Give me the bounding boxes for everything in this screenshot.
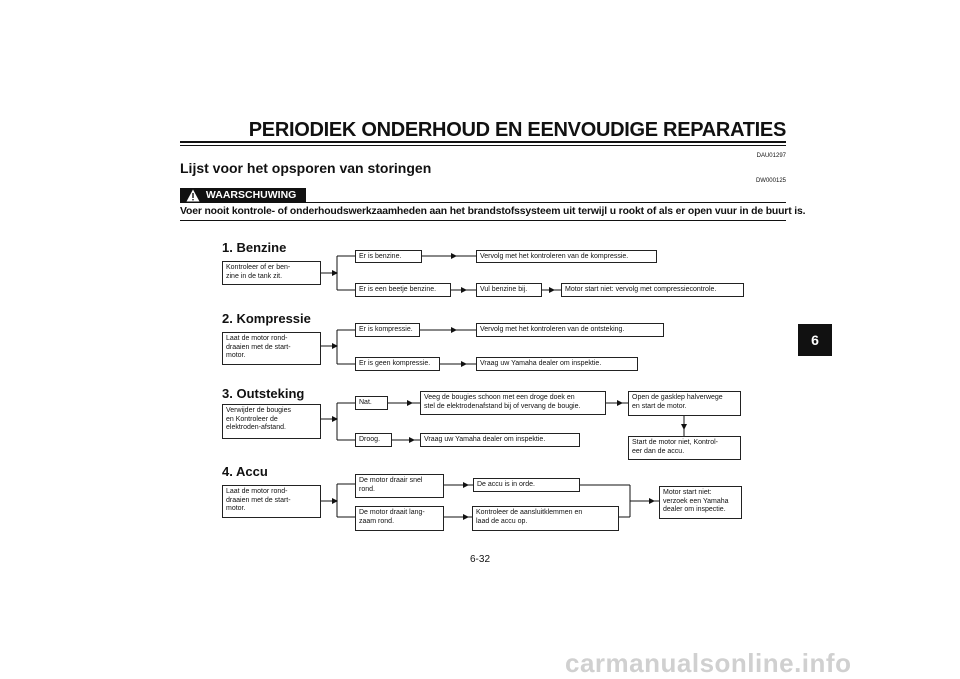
accu-final-box: Motor start niet: verzoek een Yamaha dealer om inspectie. (659, 486, 742, 519)
outsteking-dry-action-box: Vraag uw Yamaha dealer om inspektie. (420, 433, 580, 447)
outsteking-wet-fail-box: Start de motor niet, Kontrol- eer dan de accu. (628, 436, 741, 460)
warning-code: DW000125 (755, 178, 786, 184)
section-title: Lijst voor het opsporen van storingen (180, 160, 432, 176)
benzine-no-action-box: Vul benzine bij. (476, 283, 542, 297)
benzine-check-box: Kontroleer of er ben- zine in de tank zit. (222, 261, 321, 285)
page-header-title: PERIODIEK ONDERHOUD EN EENVOUDIGE REPARATIES (248, 119, 786, 141)
step-outsteking-title: 3. Outsteking (222, 386, 305, 401)
watermark: carmanualsonline.info (565, 648, 852, 678)
step-accu-title: 4. Accu (222, 464, 268, 479)
section-code: DAU01297 (756, 153, 786, 159)
step-benzine-title: 1. Benzine (222, 240, 287, 255)
chapter-tab: 6 (798, 324, 832, 356)
benzine-yes-action-box: Vervolg met het kontroleren van de kompressie. (476, 250, 657, 263)
step-kompressie-title: 2. Kompressie (222, 311, 311, 326)
kompressie-no-box: Er is geen kompressie. (355, 357, 440, 371)
accu-slow-box: De motor draait lang- zaam rond. (355, 506, 444, 531)
warning-label: WAARSCHUWING (205, 189, 297, 201)
accu-fast-result-box: De accu is in orde. (473, 478, 580, 492)
benzine-yes-box: Er is benzine. (355, 250, 422, 263)
accu-slow-action-box: Kontroleer de aansluitklemmen en laad de accu op. (472, 506, 619, 531)
kompressie-yes-action-box: Vervolg met het kontroleren van de ontsteking. (476, 323, 664, 337)
kompressie-no-action-box: Vraag uw Yamaha dealer om inspektie. (476, 357, 638, 371)
accu-check-box: Laat de motor rond- draaien met de start- motor. (222, 485, 321, 518)
benzine-no-result-box: Motor start niet: vervolg met compressiecontrole. (561, 283, 744, 297)
benzine-no-box: Er is een beetje benzine. (355, 283, 451, 297)
outsteking-wet-box: Nat. (355, 396, 388, 410)
warning-text: Voer nooit kontrole- of onderhoudswerkzaamheden aan het brandstofssysteem uit terwijl u rookt of als er open vuur in de buurt is. (180, 206, 806, 217)
accu-fast-box: De motor draair snel rond. (355, 474, 444, 498)
outsteking-check-box: Verwijder de bougies en Kontroleer de elektroden-afstand. (222, 404, 321, 439)
outsteking-wet-action-box: Veeg de bougies schoon met een droge doek en stel de elektrodenafstand bij of vervang de bougie. (420, 391, 606, 415)
outsteking-wet-result-box: Open de gasklep halverwege en start de motor. (628, 391, 741, 416)
kompressie-check-box: Laat de motor rond- draaien met de start- motor. (222, 332, 321, 365)
page-number: 6-32 (469, 554, 490, 565)
kompressie-yes-box: Er is kompressie. (355, 323, 420, 337)
outsteking-dry-box: Droog. (355, 433, 392, 447)
